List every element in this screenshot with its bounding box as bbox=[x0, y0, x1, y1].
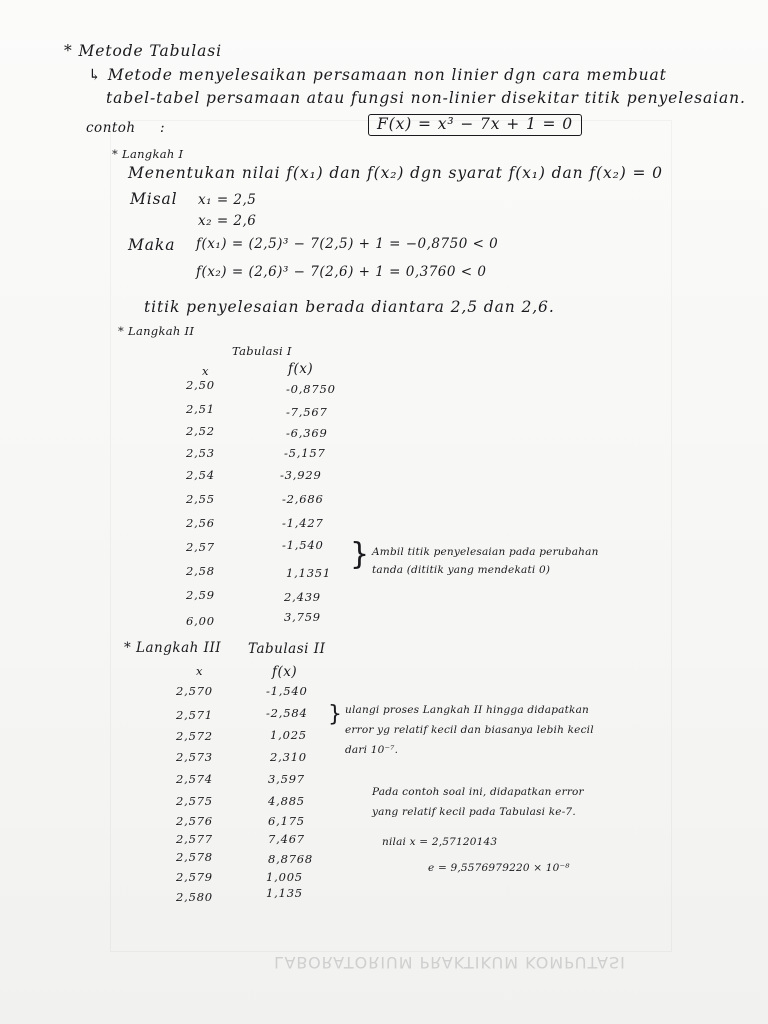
tabulasi-2-note-line-2: error yg relatif kecil dan biasanya lebih kecil bbox=[345, 724, 594, 736]
curly-brace-icon: } bbox=[328, 702, 342, 727]
table-row-x: 2,577 bbox=[176, 832, 213, 846]
title-bullet: * bbox=[64, 42, 73, 60]
table-row-x: 2,573 bbox=[176, 750, 213, 764]
table-row-x: 2,580 bbox=[176, 890, 213, 904]
table-row-fx: 2,310 bbox=[270, 750, 307, 764]
table-row-fx: 1,1351 bbox=[286, 566, 332, 580]
result-line-2: yang relatif kecil pada Tabulasi ke-7. bbox=[372, 806, 576, 818]
table-row-fx: 1,135 bbox=[266, 886, 303, 900]
equation-box: F(x) = x³ − 7x + 1 = 0 bbox=[368, 114, 582, 136]
table-row-x: 2,54 bbox=[186, 468, 215, 482]
table-row-x: 6,00 bbox=[186, 614, 215, 628]
tabulasi-1-note-line-1: Ambil titik penyelesaian pada perubahan bbox=[372, 546, 599, 558]
contoh-label: contoh bbox=[86, 120, 136, 136]
tabulasi-1-title: Tabulasi I bbox=[232, 344, 292, 358]
maka-label: Maka bbox=[128, 236, 176, 254]
table-row-x: 2,57 bbox=[186, 540, 215, 554]
table-row-fx: -0,8750 bbox=[286, 382, 336, 396]
tabulasi-1-note-line-2: tanda (dititik yang mendekati 0) bbox=[372, 564, 551, 576]
table-row-fx: -1,427 bbox=[282, 516, 324, 530]
tabulasi-2-note-line-3: dari 10⁻⁷. bbox=[345, 744, 399, 756]
langkah-1-heading: * Langkah I bbox=[112, 147, 184, 161]
table-row-x: 2,575 bbox=[176, 794, 213, 808]
table-row-fx: -6,369 bbox=[286, 426, 328, 440]
table-row-fx: 4,885 bbox=[268, 794, 305, 808]
table-row-x: 2,50 bbox=[186, 378, 215, 392]
table-row-x: 2,59 bbox=[186, 588, 215, 602]
table-row-fx: 3,597 bbox=[268, 772, 305, 786]
table-row-fx: -3,929 bbox=[280, 468, 322, 482]
tabulasi-2-title: Tabulasi II bbox=[248, 641, 326, 657]
table-row-x: 2,572 bbox=[176, 729, 213, 743]
error-value: e = 9,5576979220 × 10⁻⁸ bbox=[428, 862, 570, 874]
table-row-fx: -2,584 bbox=[266, 706, 308, 720]
tabulasi-2-note-line-1: ulangi proses Langkah II hingga didapatkan bbox=[345, 704, 589, 716]
langkah-3-heading: * Langkah III bbox=[124, 640, 222, 656]
page-title bbox=[64, 42, 222, 60]
langkah-1-line: Menentukan nilai f(x₁) dan f(x₂) dgn syarat f(x₁) dan f(x₂) = 0 bbox=[128, 164, 663, 182]
table-row-fx: -5,157 bbox=[284, 446, 326, 460]
table-row-x: 2,55 bbox=[186, 492, 215, 506]
table-row-fx: 2,439 bbox=[284, 590, 321, 604]
table-row-x: 2,570 bbox=[176, 684, 213, 698]
tabulasi-1-col-x: x bbox=[202, 364, 209, 378]
table-row-x: 2,56 bbox=[186, 516, 215, 530]
table-row-x: 2,576 bbox=[176, 814, 213, 828]
curly-brace-icon: } bbox=[350, 537, 370, 572]
misal-label: Misal bbox=[130, 190, 178, 208]
table-row-fx: 3,759 bbox=[284, 610, 321, 624]
title-text: Metode Tabulasi bbox=[78, 42, 223, 60]
table-row-fx: -2,686 bbox=[282, 492, 324, 506]
result-line-1: Pada contoh soal ini, didapatkan error bbox=[372, 786, 584, 798]
langkah-2-heading: * Langkah II bbox=[118, 324, 195, 338]
contoh-colon: : bbox=[160, 120, 166, 136]
misal-x2: x₂ = 2,6 bbox=[198, 213, 257, 229]
watermark: LABORATORIUM PRAKTIKUM KOMPUTASI bbox=[274, 953, 626, 972]
table-row-x: 2,52 bbox=[186, 424, 215, 438]
table-row-x: 2,579 bbox=[176, 870, 213, 884]
nilai-x: nilai x = 2,57120143 bbox=[382, 836, 498, 848]
misal-x1: x₁ = 2,5 bbox=[198, 192, 257, 208]
tabulasi-1-col-fx: f(x) bbox=[288, 361, 314, 377]
table-row-x: 2,571 bbox=[176, 708, 213, 722]
maka-fx2: f(x₂) = (2,6)³ − 7(2,6) + 1 = 0,3760 < 0 bbox=[196, 264, 487, 280]
table-row-fx: -1,540 bbox=[282, 538, 324, 552]
arrow-icon: ↳ bbox=[88, 66, 102, 84]
table-row-fx: -1,540 bbox=[266, 684, 308, 698]
maka-fx1: f(x₁) = (2,5)³ − 7(2,5) + 1 = −0,8750 < 0 bbox=[196, 236, 499, 252]
table-row-x: 2,53 bbox=[186, 446, 215, 460]
table-row-x: 2,58 bbox=[186, 564, 215, 578]
definition-line-2: tabel-tabel persamaan atau fungsi non-linier disekitar titik penyelesaian. bbox=[106, 89, 746, 107]
table-row-fx: 7,467 bbox=[268, 832, 305, 846]
definition-line-1: ↳ Metode menyelesaikan persamaan non linier dgn cara membuat bbox=[88, 66, 667, 84]
table-row-fx: 1,005 bbox=[266, 870, 303, 884]
tabulasi-2-col-x: x bbox=[196, 664, 203, 678]
table-row-x: 2,574 bbox=[176, 772, 213, 786]
langkah-1-conclusion: titik penyelesaian berada diantara 2,5 dan 2,6. bbox=[144, 298, 555, 316]
tabulasi-2-col-fx: f(x) bbox=[272, 664, 298, 680]
table-row-x: 2,51 bbox=[186, 402, 215, 416]
table-row-fx: 6,175 bbox=[268, 814, 305, 828]
table-row-fx: 8,8768 bbox=[268, 852, 314, 866]
table-row-fx: 1,025 bbox=[270, 728, 307, 742]
table-row-fx: -7,567 bbox=[286, 405, 328, 419]
table-row-x: 2,578 bbox=[176, 850, 213, 864]
